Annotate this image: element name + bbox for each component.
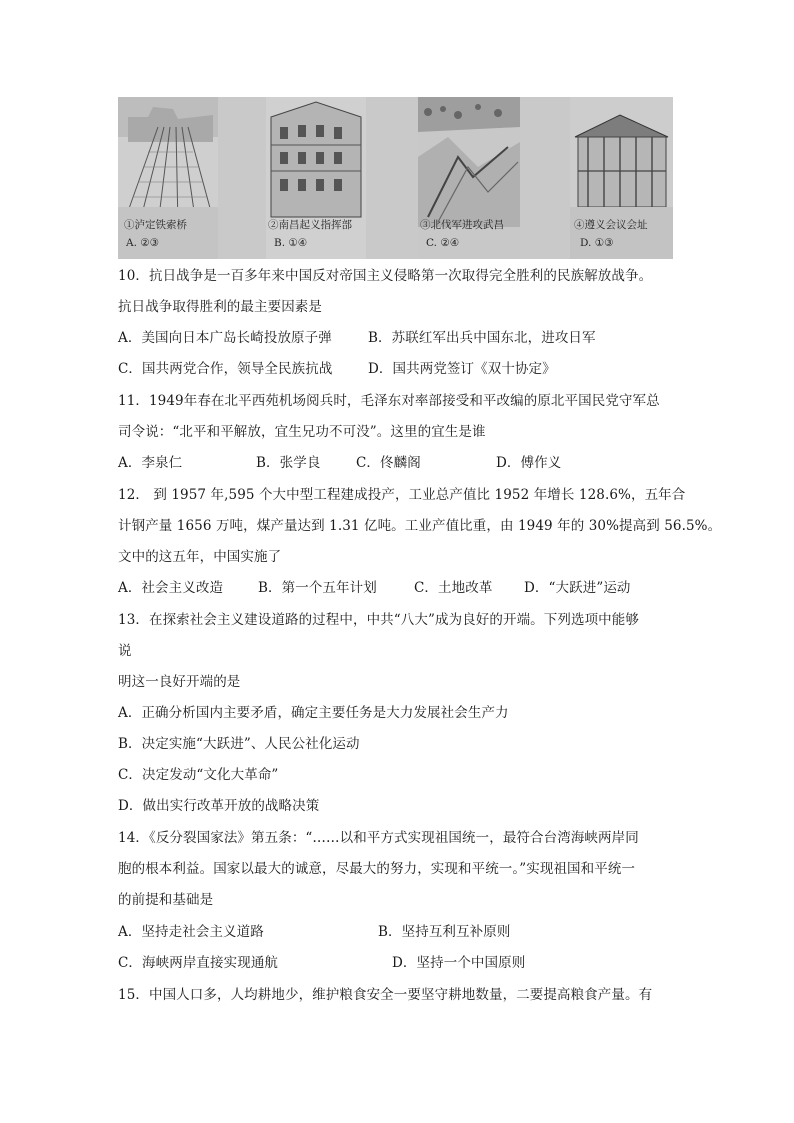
q12-option-c[interactable]: C．土地改革	[414, 580, 493, 596]
photo-wuchang-attack	[418, 97, 520, 259]
photo-zunyi-site	[570, 97, 673, 259]
q10-option-d[interactable]: D．国共两党签订《双十协定》	[368, 361, 556, 377]
photo-nanchang-hq	[266, 97, 366, 259]
q13-stem-line2: 说	[118, 643, 132, 659]
q12-stem-line3: 文中的这五年，中国实施了	[118, 549, 282, 565]
q12-options-row	[118, 578, 631, 598]
photo-luding-bridge	[118, 97, 218, 259]
q14-stem-line1: 14．《反分裂国家法》第五条：“……以和平方式实现祖国统一，最符合台湾海峡两岸同	[118, 830, 639, 846]
q15-stem-line1: 15．中国人口多，人均耕地少，维护粮食安全一要坚守耕地数量，二要提高粮食产量。有	[118, 987, 653, 1003]
q11-stem-line2: 司令说：“北平和平解放，宜生兄功不可没”。这里的宜生是谁	[118, 424, 486, 440]
q11-stem-line1: 11．1949年春在北平西苑机场阅兵时，毛泽东对率部接受和平改编的原北平国民党守军总	[118, 393, 660, 409]
photo-caption: ①泸定铁索桥	[124, 219, 187, 231]
option-label: B. ①④	[274, 237, 308, 249]
q14-option-c[interactable]: C．海峡两岸直接实现通航	[118, 955, 279, 971]
q13-option-a[interactable]: A．正确分析国内主要矛盾，确定主要任务是大力发展社会生产力	[118, 705, 509, 721]
photo-caption: ③北伐军进攻武昌	[420, 219, 504, 231]
q11-option-a[interactable]: A．李泉仁	[118, 455, 183, 471]
q10-options-row2	[118, 359, 556, 379]
q10-stem-line2: 抗日战争取得胜利的最主要因素是	[118, 299, 322, 315]
q10-option-a[interactable]: A．美国向日本广岛长崎投放原子弹	[118, 330, 332, 346]
q12-option-d[interactable]: D．“大跃进”运动	[524, 580, 631, 596]
option-label: D. ①③	[580, 237, 614, 249]
q13-stem-line1: 13．在探索社会主义建设道路的过程中，中共“八大”成为良好的开端。下列选项中能够	[118, 612, 639, 628]
q14-options-row1	[118, 922, 511, 942]
historical-photo-strip	[118, 97, 673, 259]
option-label: C. ②④	[426, 237, 460, 249]
photo-caption: ④遵义会议会址	[574, 219, 648, 231]
q12-option-a[interactable]: A．社会主义改造	[118, 580, 224, 596]
q11-option-b[interactable]: B．张学良	[256, 455, 321, 471]
q11-options-row	[118, 453, 562, 473]
q13-option-d[interactable]: D．做出实行改革开放的战略决策	[118, 798, 320, 814]
q10-option-b[interactable]: B．苏联红军出兵中国东北，进攻日军	[368, 330, 596, 346]
q14-options-row2	[118, 953, 526, 973]
q11-option-c[interactable]: C．佟麟阁	[356, 455, 421, 471]
q10-stem-line1: 10．抗日战争是一百多年来中国反对帝国主义侵略第一次取得完全胜利的民族解放战争。	[118, 268, 653, 284]
q13-stem-line3: 明这一良好开端的是	[118, 674, 241, 690]
option-label: A. ②③	[126, 237, 160, 249]
q14-option-d[interactable]: D．坚持一个中国原则	[392, 955, 526, 971]
q12-stem-line2: 计钢产量 1656 万吨，煤产量达到 1.31 亿吨。工业产值比重，由 1949 年的 30%提高到 56.5%。	[118, 518, 722, 534]
q12-stem-line1: 12． 到 1957 年,595 个大中型工程建成投产，工业总产值比 1952 年增长 128.6%，五年合	[118, 487, 686, 503]
q14-stem-line2: 胞的根本利益。国家以最大的诚意，尽最大的努力，实现和平统一。”实现祖国和平统一	[118, 861, 636, 877]
q12-option-b[interactable]: B．第一个五年计划	[258, 580, 377, 596]
q14-stem-line3: 的前提和基础是	[118, 892, 214, 908]
q11-option-d[interactable]: D．傅作义	[496, 455, 562, 471]
q10-options-row1	[118, 328, 596, 348]
q13-option-c[interactable]: C．决定发动“文化大革命”	[118, 767, 279, 783]
q13-option-b[interactable]: B．决定实施“大跃进”、人民公社化运动	[118, 736, 360, 752]
q10-option-c[interactable]: C．国共两党合作，领导全民族抗战	[118, 361, 333, 377]
q14-option-b[interactable]: B．坚持互利互补原则	[378, 924, 511, 940]
photo-caption: ②南昌起义指挥部	[268, 219, 352, 231]
q14-option-a[interactable]: A．坚持走社会主义道路	[118, 924, 264, 940]
